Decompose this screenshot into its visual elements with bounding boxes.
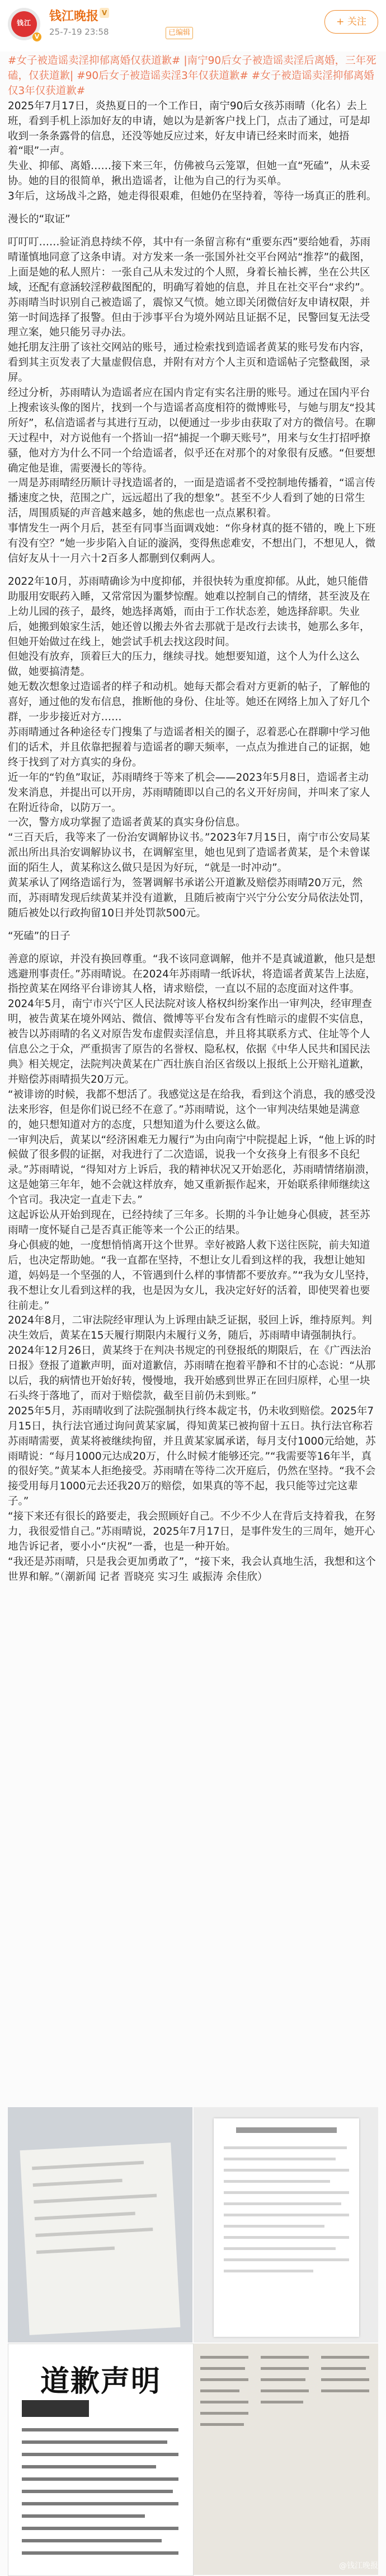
paragraph: 事情发生一两个月后，甚至有同事当面调戏她：“你身材真的挺不错的，晚上下班有没有空？”她一步步陷入自证的漩涡，变得焦虑难安，不想出门，不想见人，微信好友从十一月六十2百多人都删到仅剩两人。	[8, 523, 376, 565]
notice-subheading	[22, 2400, 89, 2417]
text-line	[200, 2367, 245, 2370]
paragraph: “三百天后，我等来了一份治安调解协议书。”2023年7月15日，南宁市公安局某派出所出具治安调解协议书，在调解室里，她也见到了造谣者黄某，是个未曾谋面的陌生人，黄某称这么做只是因为好玩，“就是一时冲动”。	[8, 832, 370, 874]
avatar-logo-text: 钱江	[16, 19, 31, 27]
paragraph: “接下来还有很长的路要走，我会照顾好自己。不少不少人在背后支持着我，在努力，我很爱惜自己。”苏雨晴说，2025年7月17日，是事件发生的三周年，她开心地告诉记者，要小小“庆祝”一番，也是一种开始。	[8, 1511, 376, 1553]
text-line	[261, 2389, 309, 2392]
paragraph: “被诽谤的时候，我都不想活了。我感觉这是在给我，看到这个消息，我的感受没法来形容，但是你们说已经不在意了。”苏雨晴说，这个一审判决结果她是满意的，她只想知道对方的态度，只想知道为什么要这么做。	[8, 1088, 376, 1131]
text-line	[321, 2367, 366, 2370]
document-paper	[20, 2142, 181, 2335]
photo-court-document[interactable]	[194, 2107, 378, 2342]
paragraph: 2022年10月，苏雨晴确诊为中度抑郁，并很快转为重度抑郁。从此，她只能借助服用安眠药入睡，又常常因为噩梦惊醒。她难以控制自己的情绪，甚至波及在上幼儿园的孩子，最终，她选择离婚，而由于工作状态差，她选择辞职。失业后，她搬到娘家生活，她还曾以搬去外省去那就于是改行去读书，她那么多年，但她开始做过在线上，她尝试手机去找这段时间。	[8, 575, 370, 648]
text-line	[22, 2477, 178, 2481]
text-line	[261, 2367, 309, 2370]
text-line	[22, 2428, 178, 2431]
text-line	[22, 2440, 167, 2444]
document-page	[214, 2118, 359, 2337]
text-line	[200, 2401, 248, 2403]
text-line	[200, 2378, 248, 2381]
section-heading: 漫长的“取证”	[8, 213, 70, 226]
follow-button[interactable]: + 关注	[324, 10, 378, 34]
edited-label: 已编辑	[166, 27, 193, 39]
text-line	[200, 2356, 248, 2359]
text-line	[22, 2453, 178, 2456]
paragraph: 3年后，这场战斗之路，她走得很艰难，但她仍在坚持着，等待一场真正的胜利。	[8, 190, 377, 203]
text-line	[224, 2270, 313, 2272]
text-line	[261, 2378, 305, 2381]
text-line	[261, 2401, 303, 2403]
watermark: @钱江晚报	[339, 2561, 378, 2570]
text-line	[224, 2225, 324, 2228]
paragraph: 黄某承认了网络造谣行为，签署调解书承诺公开道歉及赔偿苏雨晴20万元，然而，苏雨晴发现后续黄某并没有道歉，且随后被南宁兴宁分公安分局依法处罚，随后被处以行政拘留10日并处罚款500元。	[8, 877, 370, 919]
text-line	[22, 2490, 173, 2493]
paragraph: 失业、抑郁、离婚……接下来三年，仿佛被乌云笼罩，但她一直“死磕”，从未妥协。她的目的很简单，揪出造谣者，让他为自己的行为买单。	[8, 160, 371, 188]
vip-tag: V	[100, 8, 109, 18]
paragraph: 她无数次想象过造谣者的样子和动机。她每天都会看对方更新的帖子，了解他的喜好，通过他的发布信息，推断他的身份、住址等。她还在网络上加入了好几个群，一步步接近对方……	[8, 681, 370, 724]
paragraph: 2024年5月，南宁市兴宁区人民法院对该人格权纠纷案作出一审判决，经审理查明，被告黄某在境外网站、微信、微博等平台发布含有性暗示的虚假不实信息，被告以苏雨晴的名义对原告发布虚假卖淫信息，并且将其联系方式、住址等个人信息公之于众，严重损害了原告的名誉权、隐私权，依据《中华人民共和国民法典》相关规定，法院判决黄某在广西壮族自治区省级以上报纸上公开赔礼道歉，并赔偿苏雨晴损失20万元。	[8, 998, 372, 1086]
paragraph: 2025年5月，苏雨晴收到了法院强制执行终本裁定书，仍未收到赔偿。2025年7月15日，执行法官通过询问黄某家属，得知黄某已被拘留十五日。执行法官称若苏雨晴需要，黄某将被继续拘留，并且黄某家属承诺，每月支付1000元给她，苏雨晴说：“每月1000元达成20万，什么时候才能够还完。”“我需要等16年半，真的很好笑。”黄某本人拒绝接受。苏雨晴在等待二次开庭后，仍然在坚持。“我不会接受用每月1000元去还我20万的赔偿，如果真的等不起，我只能等过完这辈子。”	[8, 1405, 376, 1508]
author-name[interactable]: 钱江晚报	[49, 10, 99, 24]
text-line	[22, 2539, 162, 2542]
section-heading: “死磕”的日子	[8, 930, 70, 942]
photo-medical-record[interactable]	[8, 2107, 192, 2342]
document-title-line	[236, 2127, 337, 2133]
text-line	[22, 2465, 156, 2468]
text-line	[224, 2258, 349, 2261]
text-line	[224, 2180, 330, 2183]
text-line	[200, 2389, 239, 2392]
paragraph: 善意的原谅，并没有换回尊重。“我不该同意调解，他并不是真诚道歉，他只是想逃避刑事责任。”苏雨晴说。在2024年苏雨晴一纸诉状，将造谣者黄某告上法庭，指控黄某在网络平台诽谤其人格，请求赔偿，一直以不屈的态度面对这件事。	[8, 953, 376, 995]
paragraph: 苏雨晴通过各种途径专门搜集了与造谣者相关的圈子，忍着恶心在群聊中学习他们的话术，并且依靠把握着与造谣者的聊天频率，一点点为推进自己的证据，她终于找到了对方真实的身份。	[8, 726, 370, 768]
paragraph: 但她没有放弃，顶着巨大的压力，继续寻找。她想要知道，这个人为什么这么做，她要搞清楚。	[8, 651, 360, 678]
hashtags[interactable]: #女子被造谣卖淫抑郁离婚仅获道歉# |南宁90后女子被造谣卖淫后离婚，三年死磕，仅获道歉| #90后女子被造谣卖淫3年仅获道歉# #女子被造谣卖淫抑郁离婚仅3年仅获道歉#	[8, 55, 376, 97]
text-line	[321, 2378, 369, 2381]
paragraph: 一周是苏雨晴经历顺计寻找造谣者的，一面是造谣者不受控制地传播着，“谣言传播速度之快，范围之广，远远超出了我的想象”。甚至不少人看到了她的日常生活，周围质疑的声音越来越多，她的焦虑也一点点累积着。	[8, 477, 376, 520]
text-line	[35, 2228, 153, 2237]
post-body	[8, 54, 378, 1585]
text-line	[35, 2212, 135, 2220]
paragraph: 经过分析，苏雨晴认为造谣者应在国内肯定有实名注册的账号。通过在国内平台上搜索该头像的图片，找到一个与造谣者高度相符的微博账号，与她与朋友“投其所好”，私信造谣者与其进行互动，以便通过一步步由获取了对方的微信号。在聊天过程中，对方说他有一个搭讪一招“捕捉一个聊天账号”，用来与女生打招呼撩骚，他对方为什么不同一个给造谣者，似乎还在对那个的对象很有反感。“但要想确定他是谁，需要漫长的等待。	[8, 387, 376, 474]
paragraph: 身心俱疲的她，一度想悄悄离开这个世界。幸好被路人救下送往医院，前夫知道后，也决定帮助她。“我一直都在坚持，不想让女儿看到这样的我，我想让她知道，妈妈是一个坚强的人，不管遇到什么样的事情都不要放弃。”“我为女儿坚持，我不想让女儿看到这样的我，也是因为女儿，我决定好好的活着，即使哭着也要往前走。”	[8, 1239, 376, 1312]
paragraph: 2024年8月，二审法院经审理认为上诉理由缺乏证据，驳回上诉，维持原判。判决生效后，黄某在15天履行期限内未履行义务，随后，苏雨晴申请强制执行。2024年12月26日，黄某终于在判决书规定的刊登报纸的期限后，在《广西法治日报》登报了道歉声明，面对道歉信，苏雨晴在抱着平静和不甘的心态说：“从那以后，我的病情也开始好转，慢慢地，我开始感到世界正在回归原样，心里一块石头终于落地了，而对于赔偿款，截至目前仍未到账。”	[8, 1315, 376, 1402]
text-line	[22, 2551, 178, 2555]
text-line	[224, 2169, 349, 2172]
paragraph: 苏雨晴当时识别自己被造谣了，震惊又气愤。她立即关闭微信好友申请权限，并第一时间选择了报警。但由于涉事平台为境外网站且证据不足，民警回复无法受理立案，她只能另寻办法。	[8, 296, 370, 339]
newspaper-column	[198, 2350, 252, 2569]
text-line	[224, 2236, 349, 2239]
paragraph: 她托朋友注册了该社交网站的账号，通过检索找到造谣者黄某的账号发布内容，看到其主页发表了大量虚假信息，并附有对方个人主页和造谣帖子完整截图，录屏。	[8, 342, 370, 384]
text-line	[321, 2389, 369, 2392]
text-line	[36, 2247, 115, 2254]
post-header	[0, 0, 386, 52]
text-line	[22, 2527, 178, 2530]
newspaper-column	[319, 2350, 373, 2569]
apology-notice-image[interactable]	[8, 2344, 194, 2576]
paragraph: 近一年的“钓鱼”取证，苏雨晴终于等来了机会——2023年5月8日，造谣者主动发来消息，并提出可以开房，苏雨晴随即以自己的名义开好房间，并叫来了家人在附近待命，以防万一。	[8, 771, 370, 814]
text-line	[224, 2158, 336, 2160]
text-line	[321, 2356, 369, 2359]
text-line	[261, 2356, 309, 2359]
text-line	[224, 2247, 336, 2250]
paragraph: 一次，警方成功掌握了造谣者黄某的真实身份信息。	[8, 817, 246, 829]
paragraph: 2025年7月17日，炎热夏日的一个工作日，南宁90后女孩苏雨晴（化名）去上班，看到手机上添加好友的申请，她以为是新客户找上门，点击了通过，可是却收到一条条露骨的信息，还没等她反应过来，好友申请已经来时而来，她捂着“眼”一声。	[8, 100, 370, 157]
text-line	[224, 2202, 341, 2205]
notice-title: 道歉声明	[40, 2364, 161, 2398]
paragraph: 叮叮叮……验证消息持续不停，其中有一条留言称有“重要东西”要给她看，苏雨晴谨慎地同意了这条申请。对方发来一条一张国外社交平台网站“推荐”的截图，上面是她的私人照片：一张自己从未发过的个人照，身着长袖长裤，坐在公共区域，还配有意涵较淫秽截图配的，明确写着她的信息，并且在社交平台“求约”。	[8, 236, 371, 294]
newspaper-column	[258, 2350, 312, 2569]
text-line	[34, 2194, 157, 2204]
paragraph: “我还是苏雨晴，只是我会更加勇敢了”，“接下来，我会认真地生活，我想和这个世界和解。”（潮新闻 记者 晋晓亮 实习生 戚振涛 余佳欣）	[8, 1555, 376, 1583]
text-line	[22, 2502, 178, 2505]
text-line	[224, 2146, 347, 2149]
text-line	[200, 2423, 244, 2426]
text-line	[224, 2191, 349, 2194]
text-line	[32, 2161, 144, 2170]
text-line	[200, 2412, 248, 2415]
text-line	[22, 2514, 145, 2518]
paragraph: 一审判决后，黄某以“经济困难无力履行”为由向南宁中院提起上诉，“他上诉的时候做了很多假的证据，对我进行了二次造谣，说我一个女孩身上有很多不良纪录。”苏雨晴说，“得知对方上诉后，我的精神状况又开始恶化，苏雨晴情绪崩溃，这是她第三年年，她不会就这样放弃，她又重新振作起来，开始联系律师继续这个官司。我决定一直走下去。”	[8, 1134, 376, 1207]
paragraph: 这起诉讼从开始到现在，已经持续了三年多。长期的斗争让她身心俱疲，甚至苏雨晴一度怀疑自己是否真正能等来一个公正的结果。	[8, 1209, 370, 1236]
post-timestamp: 25-7-19 23:58	[49, 27, 109, 37]
text-line	[33, 2179, 123, 2187]
newspaper-clipping-image[interactable]	[194, 2344, 378, 2575]
text-line	[224, 2214, 349, 2216]
verified-badge-icon: V	[32, 32, 41, 41]
